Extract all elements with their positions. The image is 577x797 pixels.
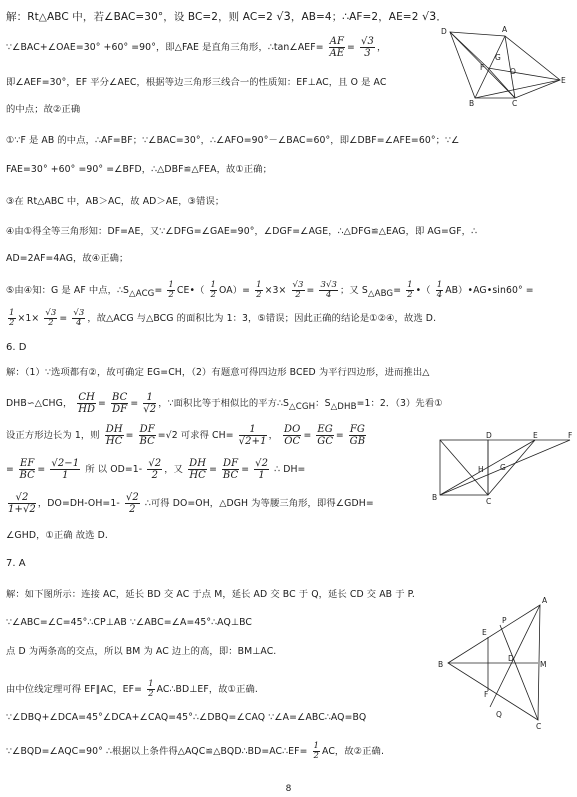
fig1-label-d: D — [441, 27, 447, 36]
fig2-label-c: C — [486, 497, 492, 506]
page-number: 8 — [285, 784, 292, 794]
fraction-sqrt3-4: $\frac{√3}{4}$ — [73, 308, 85, 328]
line-1b-text: ，AB=4；∴AF=2，AE=2 — [290, 11, 419, 23]
fraction-sqrt3-2: $\frac{√3}{2}$ — [45, 308, 57, 328]
fraction-sqrt3-2: $\frac{√3}{2}$ — [292, 280, 304, 300]
text-line-15: = $\frac{EF}{BC}$ = $\frac{√2-1}{1}$ 所 以 OD=1- $\frac{√2}{2}$ ，又 $\frac{DH}{HC}$ = $\frac{DF}{BC}$ = $\frac{√2}{1}$ ∴ DH= — [6, 458, 306, 481]
fraction-ch-hd: $\frac{CH}{HD}$ — [78, 392, 96, 415]
text-line-13: DHB∽△CHG， $\frac{CH}{HD}$ = $\frac{BC}{DF}$ = $\frac{1}{√2}$ ，∵面积比等于相似比的平方$\therefore S_{\triangle CGH}$：$S_{\triangle DHB}=1$：2．（3）先看① — [6, 392, 443, 415]
fig2-label-e: E — [533, 431, 538, 440]
fig3-label-d: D — [508, 654, 514, 663]
fraction-sqrt2-1psqrt2: $\frac{√2}{1+√2}$ — [8, 492, 36, 515]
text-line-19: ∵∠ABC=∠C=45°∴CP⊥AB ∵∠ABC=∠A=45°∴AQ⊥BC — [6, 617, 253, 628]
fig3-label-a: A — [542, 596, 548, 605]
fraction-sqrt2-1: $\frac{√2}{1}$ — [255, 458, 269, 481]
fig3-label-b: B — [438, 660, 444, 669]
line-2-text: ∵∠BAC+∠OAE=30° +60° =90°，即△FAE 是直角三角形，∴tan∠AEF= — [6, 42, 324, 53]
fraction-af-ae: $\frac{AF}{AE}$ — [329, 36, 345, 59]
section-6-heading: 6. D — [6, 342, 27, 353]
figure-2-geometry — [430, 430, 575, 505]
fraction-3sqrt3-4: $\frac{3√3}{4}$ — [320, 280, 338, 300]
section-7-heading: 7. A — [6, 558, 26, 569]
sqrt3: √3 — [421, 10, 437, 23]
fraction-ef-bc: $\frac{EF}{BC}$ — [19, 458, 35, 481]
fraction-half: $\frac{1}{2}$ — [9, 308, 15, 328]
fig2-label-f: F — [568, 431, 573, 440]
text-line-6: FAE=30° +60° =90° =∠BFD，∴△DBF≌△FEA，故①正确； — [6, 164, 272, 175]
text-line-5: ①∵F 是 AB 的中点，∴AF=BF；∵∠BAC=30°，∴∠AFO=90°－∠BAC=60°，即∠DBF=∠AFE=60°；∵∠ — [6, 135, 460, 146]
fraction-eg-gc: $\frac{EG}{GC}$ — [317, 424, 334, 447]
fig1-label-f: F — [480, 63, 485, 72]
fraction-bc-df: $\frac{BC}{DF}$ — [111, 392, 128, 415]
fraction-sqrt3-3: $\frac{√3}{3}$ — [361, 36, 374, 59]
fig3-label-m: M — [540, 660, 547, 669]
fraction-df-bc: $\frac{DF}{BC}$ — [222, 458, 239, 481]
fraction-half: $\frac{1}{2}$ — [148, 679, 154, 699]
fig2-label-g: G — [500, 463, 506, 472]
fraction-dh-hc: $\frac{DH}{HC}$ — [189, 458, 207, 481]
fig1-label-b: B — [469, 99, 475, 108]
text-line-4: 的中点；故②正确 — [6, 104, 81, 115]
fraction-half: $\frac{1}{2}$ — [256, 280, 262, 300]
text-line-20: 点 D 为两条高的交点，所以 BM 为 AC 边上的高，即：BM⊥AC. — [6, 646, 277, 657]
fraction-sqrt2m1: $\frac{√2-1}{1}$ — [51, 458, 80, 481]
fig1-label-o: O — [510, 67, 516, 76]
text-line-9: AD=2AF=4AG，故④正确； — [6, 253, 129, 264]
text-line-22: ∵∠DBQ+∠DCA=45°∠DCA+∠CAQ=45°∴∠DBQ=∠CAQ ∵∠A=∠ABC∴AQ=BQ — [6, 712, 367, 723]
text-line-10: ⑤由④知：G 是 AF 中点，$\therefore S_{\triangle ACG}=$ $\frac{1}{2}$ CE•（ $\frac{1}{2}$ OA）= $\frac{1}{2}$ ×3× $\frac{√3}{2}$ = $\frac{3√3}{4}$ ；又 $S_{\triangle ABG}=$ $\frac{1}{2}$ •（ $\frac{1}{4}$ AB）•AG•sin60° = — [6, 280, 534, 300]
figure-3-geometry — [430, 595, 570, 730]
text-line-18: 解：如下图所示：连接 AC，延长 BD 交 AC 于点 M，延长 AD 交 BC 于 Q，延长 CD 交 AB 于 P. — [6, 589, 415, 600]
fraction-half: $\frac{1}{2}$ — [313, 741, 320, 761]
text-line-7: ③在 Rt△ABC 中，AB＞AC，故 AD＞AE，③错误； — [6, 196, 225, 207]
fig3-label-e: E — [482, 628, 487, 637]
text-line-12: 解：（1）∵选项都有②，故可确定 EG=CH，（2）有题意可得四边形 BCED 为平行四边形，进而推出△ — [6, 367, 430, 378]
text-line-17: ∠GHD，①正确 故选 D. — [6, 530, 108, 541]
fig1-label-g: G — [495, 53, 501, 62]
fraction-sqrt2-2: $\frac{√2}{2}$ — [125, 492, 139, 515]
fig1-label-e: E — [561, 76, 566, 85]
sqrt3: √3 — [276, 10, 291, 23]
fig1-label-a: A — [502, 25, 508, 34]
line-1-text: 解：Rt△ABC 中，若∠BAC=30°，设 BC=2，则 AC=2 — [6, 11, 273, 23]
text-line-11: $\frac{1}{2}$ ×1× $\frac{√3}{2}$ = $\frac{√3}{4}$ ，故△ACG 与△BCG 的面积比为 1：3，⑤错误；因此正确的结论是①②④，故选 D. — [9, 308, 437, 328]
text-line-21: 由中位线定理可得 EF∥AC，EF= $\frac{1}{2}$ AC∴BD⊥EF，故①正确. — [6, 679, 258, 699]
fig3-label-q: Q — [496, 710, 502, 719]
fraction-half: $\frac{1}{4}$ — [436, 280, 443, 300]
text-line-8: ④由①得全等三角形知：DF=AE，又∵∠DFG=∠GAE=90°，∠DGF=∠AGE，∴△DFG≌△EAG，即 AG=GF，∴ — [6, 226, 478, 237]
fraction-do-oc: $\frac{DO}{OC}$ — [284, 424, 301, 447]
fraction-fg-gb: $\frac{FG}{GB}$ — [349, 424, 366, 447]
text-line-14: 设正方形边长为 1，则 $\frac{DH}{HC}$ = $\frac{DF}{BC}$ =√2 可求得 CH= $\frac{1}{√2+1}$ ， $\frac{DO}{OC}$ = $\frac{EG}{GC}$ = $\frac{FG}{GB}$ — [6, 424, 366, 447]
fraction-1-sqrt2p1: $\frac{1}{√2+1}$ — [238, 424, 267, 447]
figure-1-geometry — [440, 22, 570, 107]
fig3-label-p: P — [502, 616, 507, 625]
fraction-half: $\frac{1}{2}$ — [407, 280, 413, 300]
fraction-1-sqrt2: $\frac{1}{√2}$ — [143, 392, 157, 415]
fraction-dh-hc: $\frac{DH}{HC}$ — [105, 424, 123, 447]
text-line-1: 解：Rt△ABC 中，若∠BAC=30°，设 BC=2，则 AC=2 √3，AB=4；∴AF=2，AE=2 √3． — [6, 10, 448, 23]
text-line-16: $\frac{√2}{1+√2}$ ，DO=DH-OH=1- $\frac{√2}{2}$ ∴可得 DO=OH，△DGH 为等腰三角形，即得∠GDH= — [8, 492, 374, 515]
text-line-3: 即∠AEF=30°，EF 平分∠AEC，根据等边三角形三线合一的性质知：EF⊥AC，且 O 是 AC — [6, 77, 387, 88]
fig2-label-b: B — [432, 493, 438, 502]
text-line-23: ∵∠BQD=∠AQC=90° ∴根据以上条件得△AQC≌△BQD∴BD=AC∴EF= $\frac{1}{2}$ AC，故②正确. — [6, 741, 385, 761]
fig1-label-c: C — [512, 99, 518, 108]
fraction-half: $\frac{1}{2}$ — [210, 280, 217, 300]
fraction-sqrt2-2: $\frac{√2}{2}$ — [148, 458, 162, 481]
text-line-2: ∵∠BAC+∠OAE=30° +60° =90°，即△FAE 是直角三角形，∴tan∠AEF= $\frac{AF}{AE}$ = $\frac{√3}{3}$ ， — [6, 36, 387, 59]
fig3-label-c: C — [536, 722, 542, 731]
fig2-label-d: D — [486, 431, 492, 440]
fig2-label-h: H — [478, 465, 484, 474]
fig3-label-f: F — [484, 690, 489, 699]
fraction-df-bc: $\frac{DF}{BC}$ — [139, 424, 155, 447]
fraction-half: $\frac{1}{2}$ — [168, 280, 174, 300]
